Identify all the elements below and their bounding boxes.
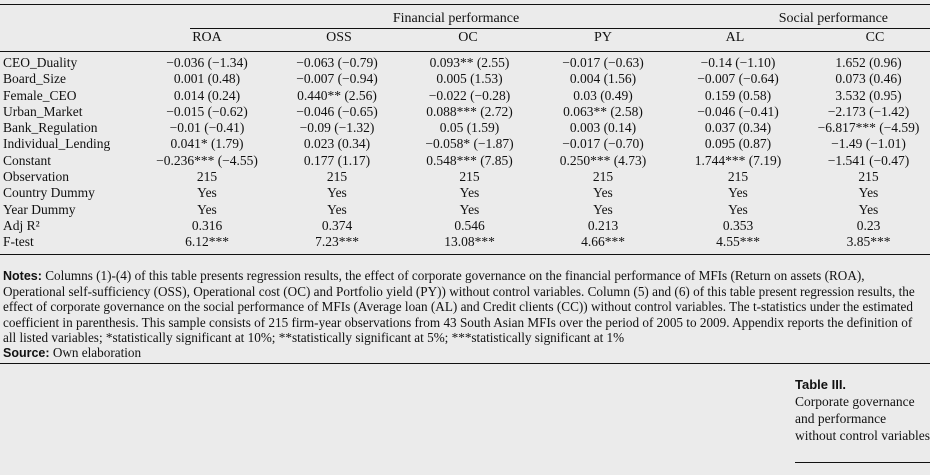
table-cell: −0.015 (−0.62) (166, 103, 248, 119)
notes-label: Notes: (3, 269, 42, 283)
table-row (0, 104, 930, 120)
row-label: Female_CEO (3, 87, 77, 103)
row-label: Country Dummy (3, 185, 95, 201)
table-notes (3, 268, 927, 361)
table-cell: 0.159 (0.58) (704, 87, 772, 103)
table-cell: 1.652 (0.96) (835, 55, 902, 70)
table-cell: Yes (593, 201, 613, 217)
table-cell: Yes (728, 185, 748, 201)
col-header-al: AL (725, 30, 745, 45)
table-row (0, 55, 930, 71)
row-label: CEO_Duality (3, 55, 78, 70)
table-row (0, 71, 930, 87)
table-cell: −0.01 (−0.41) (169, 120, 245, 136)
table-cell: 0.014 (0.24) (173, 87, 241, 103)
row-label: Board_Size (3, 71, 66, 87)
row-label: Bank_Regulation (3, 120, 98, 136)
table-row (0, 153, 930, 169)
table-cell: −6.817*** (−4.59) (817, 120, 920, 136)
table-cell: 0.093** (2.55) (429, 55, 510, 70)
col-header-oss: OSS (326, 30, 352, 45)
source-label: Source: (3, 346, 50, 361)
table-row (0, 136, 930, 152)
row-label: Adj R² (3, 217, 40, 233)
table-cell: −2.173 (−1.42) (827, 103, 910, 119)
table-cell: 0.316 (191, 217, 223, 233)
table-cell: 0.374 (321, 217, 353, 233)
table-cell: 13.08*** (444, 234, 495, 250)
row-label: Year Dummy (3, 201, 76, 217)
table-cell: 0.001 (0.48) (173, 71, 241, 87)
table-cell: 3.85*** (846, 234, 891, 250)
table-cell: 6.12*** (185, 234, 229, 250)
table-cell: 0.041* (1.79) (170, 136, 244, 152)
table-caption (795, 376, 930, 444)
col-header-cc: CC (865, 30, 885, 45)
table-cell: 215 (326, 169, 348, 185)
table-cell: −0.236*** (−4.55) (156, 152, 258, 168)
source-text: Own elaboration (52, 345, 142, 361)
table-cell: −1.541 (−0.47) (827, 152, 910, 168)
table-cell: −0.007 (−0.94) (296, 71, 378, 87)
table-cell: 3.532 (0.95) (835, 87, 902, 103)
table-cell: 4.66*** (581, 234, 625, 250)
table-cell: 0.003 (0.14) (569, 120, 637, 136)
row-label: F-test (3, 234, 34, 250)
table-cell: 215 (858, 169, 879, 185)
table-cell: Yes (327, 185, 347, 201)
table-cell: −0.017 (−0.63) (562, 55, 644, 70)
table-cell: 0.548*** (7.85) (426, 152, 513, 168)
table-cell: Yes (459, 201, 480, 217)
table-cell: 0.004 (1.56) (569, 71, 637, 87)
table-cell: 4.55*** (716, 234, 760, 250)
notes-paragraph (3, 268, 927, 345)
table-row (0, 202, 930, 218)
table-cell: −0.063 (−0.79) (296, 55, 378, 70)
table-number: Table III. (795, 377, 847, 392)
table-cell: −0.007 (−0.64) (697, 71, 779, 87)
table-cell: 0.177 (1.17) (303, 152, 371, 168)
table-cell: Yes (327, 201, 347, 217)
group-header-social: Social performance (778, 11, 888, 26)
table-cell: 1.744*** (7.19) (694, 152, 782, 168)
table-cell: 0.440** (2.56) (297, 87, 377, 103)
table-row (0, 185, 930, 201)
header-rule (0, 51, 930, 52)
table-cell: 0.250*** (4.73) (559, 152, 647, 168)
table-cell: 0.03 (0.49) (573, 87, 633, 103)
row-label: Observation (3, 169, 69, 185)
table-bottom-rule (0, 254, 930, 255)
top-rule (0, 4, 930, 5)
table-title: Corporate governance and performance without control variables (795, 394, 930, 443)
source-line (3, 345, 927, 361)
table-cell: Yes (197, 185, 217, 201)
table-cell: 0.063** (2.58) (563, 103, 643, 119)
table-cell: 215 (592, 169, 614, 185)
table-cell: Yes (858, 185, 879, 201)
table-cell: 0.037 (0.34) (704, 120, 772, 136)
row-label: Urban_Market (3, 103, 83, 119)
table-cell: 0.546 (454, 217, 485, 233)
notes-text: Columns (1)-(4) of this table presents regression results, the effect of corporate governance on the financial performance of MFIs (Return on assets (ROA), Operational self-sufficiency (OSS), Operational cost (OC) and Portfolio yield (PY)) without control variables. Column (5) and (6) of this table present regression results, the effect of corporate governance on the social performance of MFIs (Average loan (AL) and Credit clients (CC)) without control variables. The t-statistics under the estimated coefficient in parenthesis. This sample consists of 215 firm-year observations from 43 South Asian MFIs over the period of 2005 to 2009. Appendix reports the definition of all listed variables; *statistically significant at 10%; **statistically significant at 5%; ***statistically significant at 1% (3, 268, 915, 345)
table-cell: −0.058* (−1.87) (425, 136, 514, 152)
table-cell: 0.073 (0.46) (835, 71, 902, 87)
table-cell: Yes (728, 201, 748, 217)
col-header-oc: OC (458, 30, 478, 45)
table-cell: 7.23*** (315, 234, 359, 250)
row-label: Constant (3, 152, 52, 168)
col-header-roa: ROA (192, 30, 222, 45)
group-rule-financial (190, 28, 722, 29)
caption-rule (795, 462, 930, 463)
table-cell: 0.213 (587, 217, 619, 233)
group-rule-social (680, 28, 930, 29)
table-cell: 0.005 (1.53) (436, 71, 503, 87)
table-cell: 0.023 (0.34) (303, 136, 371, 152)
table-row (0, 234, 930, 250)
table-cell: 0.05 (1.59) (439, 120, 500, 136)
table-cell: 215 (459, 169, 480, 185)
table-cell: Yes (197, 201, 217, 217)
table-cell: 215 (727, 169, 749, 185)
table-cell: −0.046 (−0.65) (296, 103, 378, 119)
notes-bottom-rule (0, 363, 930, 364)
table-cell: 0.088*** (2.72) (426, 103, 513, 119)
table-row (0, 88, 930, 104)
table-row (0, 120, 930, 136)
table-cell: −0.017 (−0.70) (562, 136, 644, 152)
table-cell: −0.09 (−1.32) (299, 120, 375, 136)
col-header-py: PY (594, 30, 612, 45)
table-cell: −0.022 (−0.28) (428, 87, 511, 103)
row-label: Individual_Lending (3, 136, 111, 152)
table-cell: Yes (858, 201, 879, 217)
table-cell: −0.14 (−1.10) (700, 55, 776, 70)
table-cell: −1.49 (−1.01) (831, 136, 906, 152)
table-cell: 0.353 (722, 217, 754, 233)
table-cell: Yes (593, 185, 613, 201)
table-cell: 0.23 (856, 217, 881, 233)
table-cell: −0.046 (−0.41) (697, 103, 779, 119)
table-cell: 215 (196, 169, 218, 185)
table-cell: Yes (459, 185, 480, 201)
table-row (0, 169, 930, 185)
group-header-financial: Financial performance (392, 11, 520, 26)
table-cell: 0.095 (0.87) (704, 136, 772, 152)
table-cell: −0.036 (−1.34) (166, 55, 248, 70)
regression-table (0, 55, 930, 251)
table-row (0, 218, 930, 234)
